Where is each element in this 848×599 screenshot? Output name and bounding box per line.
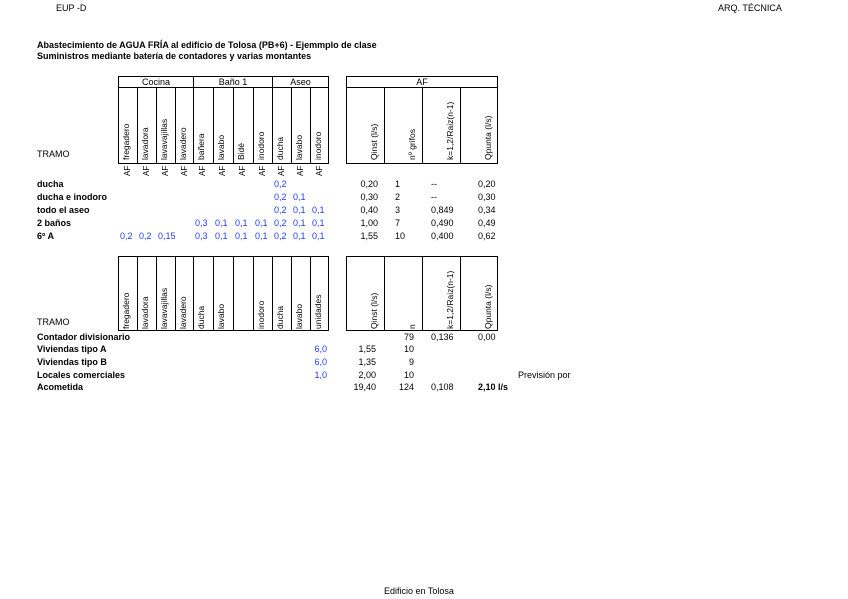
k-factor: 0,136 <box>431 332 454 342</box>
qinst: 1,35 <box>358 357 376 367</box>
tramo-label-2: TRAMO <box>37 317 70 327</box>
n-grifos: 3 <box>395 205 401 215</box>
n-grifos: 7 <box>395 218 401 228</box>
qpunta: 2,10 l/s <box>478 382 509 392</box>
af-col-header: n <box>407 324 417 329</box>
cell-value: 0,1 <box>293 218 306 228</box>
af-tag: AF <box>218 165 227 176</box>
qinst: 1,00 <box>360 218 378 228</box>
cell-value: 0,1 <box>235 218 248 228</box>
col-header: lavadora <box>140 296 150 329</box>
col-header: lavadora <box>140 127 150 160</box>
cell-value: 0,1 <box>312 218 325 228</box>
cell-value: 0,15 <box>158 231 176 241</box>
qinst: 1,55 <box>358 344 376 354</box>
qpunta: 0,62 <box>478 231 496 241</box>
cell-value: 0,1 <box>312 205 325 215</box>
af-tag: AF <box>258 165 267 176</box>
k-factor: 0,108 <box>431 382 454 392</box>
group-aseo: Aseo <box>290 77 311 87</box>
cell-value: 0,3 <box>195 218 208 228</box>
cell-value: 0,1 <box>255 218 268 228</box>
col-header: lavadero <box>178 296 188 329</box>
cell-value: 0,1 <box>215 231 228 241</box>
cell-value: 0,1 <box>293 205 306 215</box>
col-header: fregadero <box>121 292 131 329</box>
n-value: 9 <box>408 357 414 367</box>
af-tag: AF <box>123 165 132 176</box>
unidades: 1,0 <box>314 370 327 380</box>
cell-value: 0,3 <box>195 231 208 241</box>
k-factor: 0,849 <box>431 205 454 215</box>
cell-value: 0,1 <box>312 231 325 241</box>
af-tag: AF <box>142 165 151 176</box>
n-grifos: 2 <box>395 192 401 202</box>
qpunta: 0,34 <box>478 205 496 215</box>
tramo-label: TRAMO <box>37 149 70 159</box>
qinst: 0,30 <box>360 192 378 202</box>
qinst: 2,00 <box>358 370 376 380</box>
page-title: Abastecimiento de AGUA FRÍA al edificio de Tolosa (PB+6) - Ejemmplo de clase <box>37 40 377 50</box>
unidades: 6,0 <box>314 344 327 354</box>
row-label: Locales comerciales <box>37 370 126 380</box>
cell-value: 0,1 <box>293 192 306 202</box>
n-value: 124 <box>398 382 414 392</box>
page-subtitle: Suministros mediante batería de contadores y varias montantes <box>37 51 312 61</box>
n-grifos: 10 <box>395 231 406 241</box>
qinst: 0,40 <box>360 205 378 215</box>
group-af: AF <box>416 77 428 87</box>
cell-value: 0,1 <box>293 231 306 241</box>
af-col-header: Qpunta (l/s) <box>483 115 493 160</box>
col-header: ducha <box>275 136 285 160</box>
unidades: 6,0 <box>314 357 327 367</box>
qinst: 1,55 <box>360 231 378 241</box>
col-header: fregadero <box>121 123 131 160</box>
k-factor: 0,490 <box>431 218 454 228</box>
note-prevision: Previsión por <box>518 370 571 380</box>
col-header: lavabo <box>216 303 226 329</box>
row-label: todo el aseo <box>37 205 90 215</box>
cell-value: 0,2 <box>274 179 287 189</box>
cell-value: 0,2 <box>274 192 287 202</box>
row-label: 6º A <box>37 231 54 241</box>
qpunta: 0,49 <box>478 218 496 228</box>
af-col-header: k=1,2/Raiz(n-1) <box>445 270 455 329</box>
n-value: 79 <box>403 332 414 342</box>
footer: Edificio en Tolosa <box>384 586 454 596</box>
row-label: ducha e inodoro <box>37 192 108 202</box>
col-header: inodoro <box>256 131 266 160</box>
col-header: lavabo <box>294 134 304 160</box>
row-label: Viviendas tipo A <box>37 344 107 354</box>
af-col-header: k=1,2/Raiz(n-1) <box>445 101 455 160</box>
col-header: lavadero <box>178 127 188 160</box>
k-factor: -- <box>431 179 437 189</box>
af-col-header: nº grifos <box>407 129 417 160</box>
cell-value: 0,2 <box>274 218 287 228</box>
af-tag: AF <box>198 165 207 176</box>
row-label: Viviendas tipo B <box>37 357 107 367</box>
group-cocina: Cocina <box>141 77 170 87</box>
col-header: inodoro <box>256 300 266 329</box>
n-value: 10 <box>403 370 414 380</box>
col-header: lavavajillas <box>159 287 169 329</box>
row-label: 2 baños <box>37 218 72 228</box>
n-value: 10 <box>403 344 414 354</box>
col-header: ducha <box>196 305 206 329</box>
row-label: ducha <box>37 179 64 189</box>
af-tag: AF <box>277 165 286 176</box>
col-header: Bidé <box>236 142 246 160</box>
row-label: Acometida <box>37 382 84 392</box>
qinst: 0,20 <box>360 179 378 189</box>
cell-value: 0,1 <box>215 218 228 228</box>
af-tag: AF <box>238 165 247 176</box>
cell-value: 0,1 <box>235 231 248 241</box>
n-grifos: 1 <box>395 179 401 189</box>
af-col-header: Qinst (l/s) <box>369 123 379 160</box>
cell-value: 0,2 <box>120 231 133 241</box>
col-header: lavabo <box>294 303 304 329</box>
row-label: Contador divisionario <box>37 332 131 342</box>
af-tag: AF <box>315 165 324 176</box>
cell-value: 0,2 <box>274 231 287 241</box>
qpunta: 0,00 <box>478 332 496 342</box>
col-header: ducha <box>275 305 285 329</box>
k-factor: -- <box>431 192 437 202</box>
group-bano: Baño 1 <box>218 77 248 87</box>
af-tag: AF <box>296 165 305 176</box>
af-tag: AF <box>180 165 189 176</box>
col-header: bañera <box>196 133 206 160</box>
cell-value: 0,2 <box>274 205 287 215</box>
af-col-header: Qinst (l/s) <box>369 292 379 329</box>
col-header: lavavajillas <box>159 118 169 160</box>
qinst: 19,40 <box>353 382 376 392</box>
af-tag: AF <box>161 165 170 176</box>
col-header: lavabo <box>216 134 226 160</box>
k-factor: 0,400 <box>431 231 454 241</box>
col-header: unidades <box>313 294 323 329</box>
cell-value: 0,1 <box>255 231 268 241</box>
header-left: EUP -D <box>56 3 87 13</box>
header-right: ARQ. TÉCNICA <box>718 3 782 13</box>
qpunta: 0,20 <box>478 179 496 189</box>
col-header: inodoro <box>313 131 323 160</box>
qpunta: 0,30 <box>478 192 496 202</box>
af-col-header: Qpunta (l/s) <box>483 284 493 329</box>
cell-value: 0,2 <box>139 231 152 241</box>
